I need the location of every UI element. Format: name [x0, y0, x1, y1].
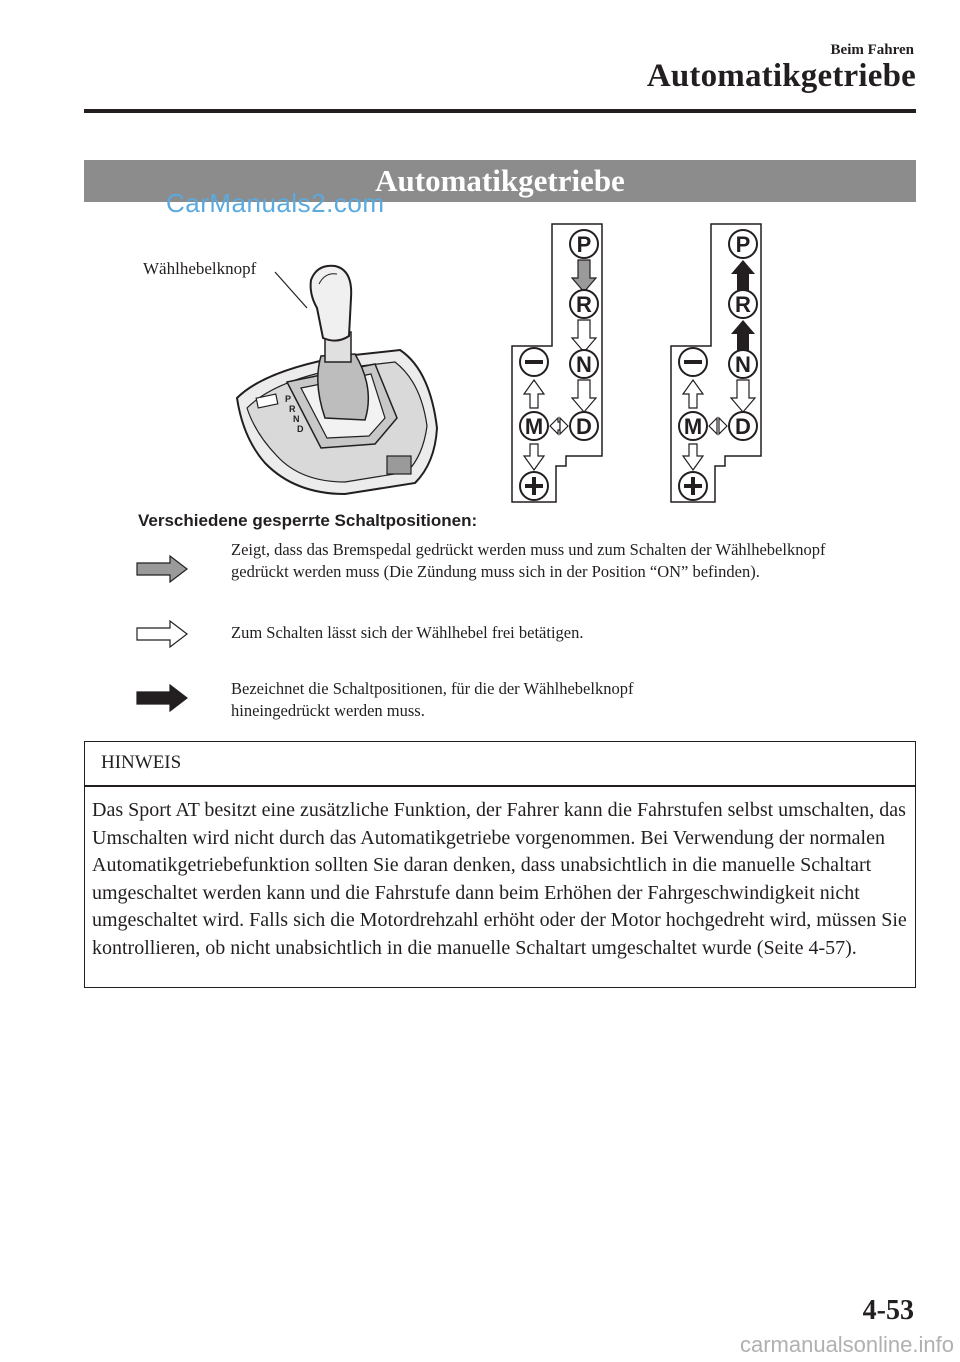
gray-arrow-icon — [136, 555, 188, 583]
note-box — [84, 741, 916, 988]
black-arrow-icon — [136, 684, 188, 712]
svg-text:N: N — [735, 352, 751, 377]
chapter-title: Automatikgetriebe — [646, 58, 916, 94]
legend-heading: Verschiedene gesperrte Schaltpositionen: — [138, 511, 478, 530]
svg-text:N: N — [576, 352, 592, 377]
svg-text:R: R — [576, 292, 592, 317]
svg-text:P: P — [735, 232, 751, 257]
note-divider — [85, 785, 915, 787]
svg-text:P: P — [576, 232, 592, 257]
header-divider — [84, 109, 916, 113]
legend-text-black: Bezeichnet die Schaltpositionen, für die der Wählhebelknopf hineingedrückt werden muss. — [231, 679, 634, 720]
svg-text:R: R — [735, 292, 751, 317]
shift-gate-diagram-standard — [510, 222, 610, 504]
svg-text:P: P — [285, 394, 292, 404]
svg-text:R: R — [289, 404, 296, 414]
section-title: Beim Fahren — [830, 42, 914, 58]
svg-text:D: D — [297, 424, 304, 434]
svg-text:M: M — [524, 414, 544, 439]
shift-lever-illustration — [225, 258, 450, 498]
footer-watermark: carmanualsonline.info — [739, 1332, 954, 1357]
svg-text:M: M — [683, 414, 703, 439]
note-title: HINWEIS — [101, 752, 182, 773]
legend-text-white: Zum Schalten lässt sich der Wählhebel frei betätigen. — [231, 623, 584, 642]
legend-text-gray: Zeigt, dass das Bremspedal gedrückt werden muss und zum Schalten der Wählhebelknopf gedrückt werden muss (Die Zündung muss sich in der Position “ON” befinden). — [231, 540, 826, 581]
svg-text:D: D — [576, 414, 592, 439]
knob-label: Wählhebelknopf — [143, 259, 257, 278]
shift-gate-diagram-pushbutton — [669, 222, 769, 504]
note-body: Das Sport AT besitzt eine zusätzliche Funktion, der Fahrer kann die Fahrstufen selbst umschalten, das Umschalten wird nicht durch das Automatikgetriebe vorgenommen. Bei Verwendung der normalen Automatikgetriebefunktion sollten Sie daran denken, dass unabsichtlich in die manuelle Schaltart umgeschaltet werden kann und die Fahrstufe dann beim Erhöhen der Fahrgeschwindigkeit nicht umgeschaltet wird. Falls sich die Motordrehzahl erhöht oder der Motor hochgedreht wird, müssen Sie kontrollieren, ob nicht unabsichtlich in die manuelle Schaltart umgeschaltet wurde (Seite 4-57). — [92, 799, 907, 959]
watermark-text: CarManuals2.com — [166, 188, 385, 218]
banner-title: Automatikgetriebe — [375, 163, 625, 198]
svg-text:D: D — [735, 414, 751, 439]
svg-text:N: N — [293, 414, 300, 424]
page-number: 4-53 — [862, 1295, 914, 1326]
white-arrow-icon — [136, 620, 188, 648]
